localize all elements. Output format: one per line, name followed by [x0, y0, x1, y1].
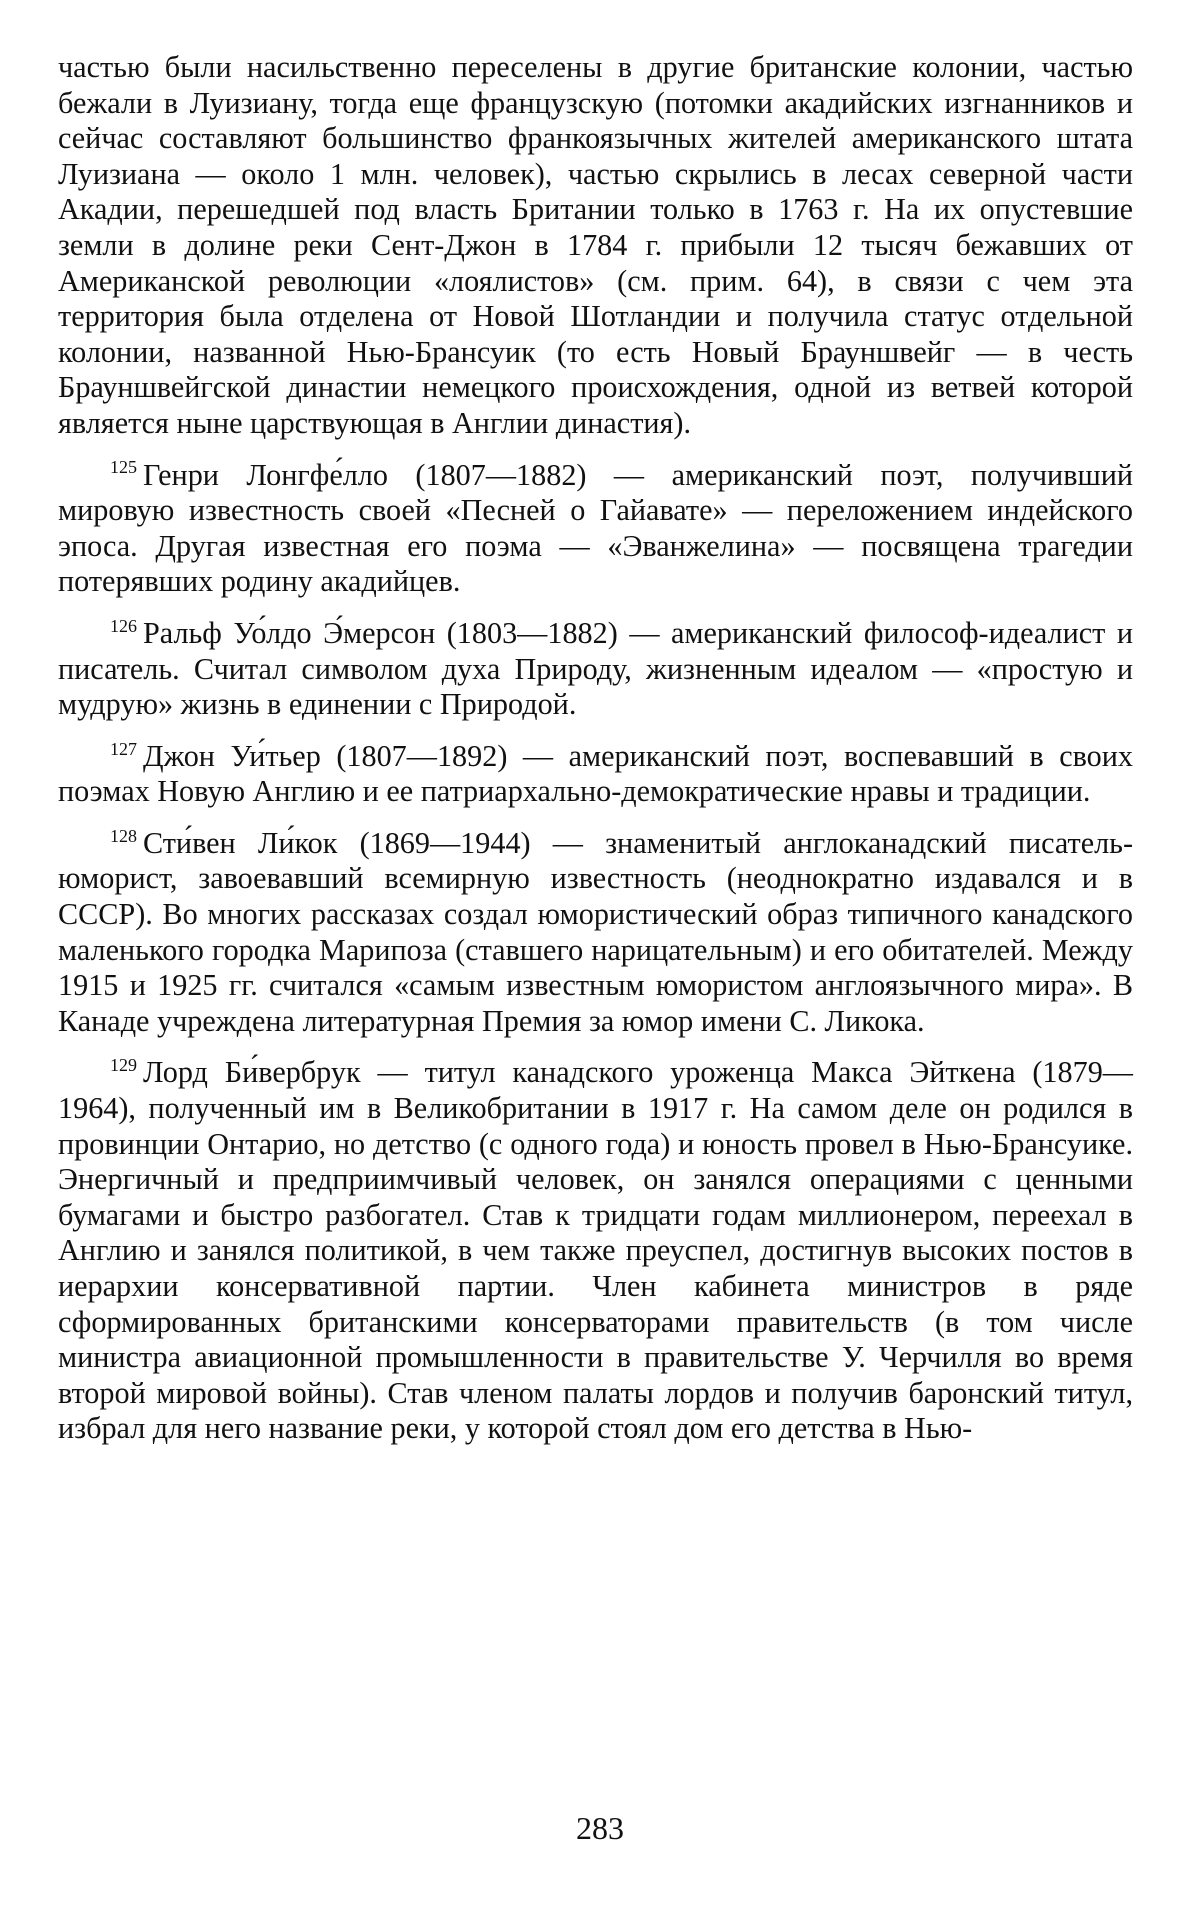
page-number: 283: [576, 1810, 624, 1846]
footnote-127: [58, 739, 1133, 810]
footnote-text: Сти́вен Ли́кок (1869—1944) — знаменитый англоканадский писатель-юморист, завоевавший всемирную известность (неоднократно издавался и в СССР). Во многих рассказах создал юмористический образ типичного канадского маленького городка Марипоза (ставшего нарицательным) и его обитателей. Между 1915 и 1925 гг. считался «самым известным юмористом англоязычного мира». В Канаде учреждена литературная Премия за юмор имени С. Ликока.: [58, 825, 1133, 1038]
footnote-125: [58, 458, 1133, 600]
page-body: [58, 50, 1133, 1447]
footnote-text: Генри Лонгфе́лло (1807—1882) — американский поэт, получивший мировую известность своей «Песней о Гайавате» — переложением индейского эпоса. Другая известная его поэма — «Эванжелина» — посвящена трагедии потерявших родину акадийцев.: [58, 457, 1133, 599]
footnote-129: [58, 1055, 1133, 1447]
footnote-number: 126: [110, 615, 137, 636]
footnote-text: Ральф Уо́лдо Э́мерсон (1803—1882) — американский философ-идеалист и писатель. Считал символом духа Природу, жизненным идеалом — «простую и мудрую» жизнь в единении с Природой.: [58, 615, 1133, 722]
footnote-number: 127: [110, 738, 137, 759]
footnote-number: 128: [110, 825, 137, 846]
footnote-number: 129: [110, 1055, 137, 1076]
footnote-128: [58, 826, 1133, 1040]
continuation-paragraph: частью были насильственно переселены в другие британские колонии, частью бежали в Луизиану, тогда еще французскую (потомки акадийских изгнанников и сейчас составляют большинство франкоязычных жителей американского штата Луизиана — около 1 млн. человек), частью скрылись в лесах северной части Акадии, перешедшей под власть Британии только в 1763 г. На их опустевшие земли в долине реки Сент-Джон в 1784 г. прибыли 12 тысяч бежавших от Американской революции «лоялистов» (см. прим. 64), в связи с чем эта территория была отделена от Новой Шотландии и получила статус отдельной колонии, названной Нью-Брансуик (то есть Новый Брауншвейг — в честь Брауншвейгской династии немецкого происхождения, одной из ветвей которой является ныне царствующая в Англии династия).: [58, 50, 1133, 440]
footnote-text: Лорд Би́вербрук — титул канадского уроженца Макса Эйткена (1879—1964), полученный им в Великобритании в 1917 г. На самом деле он родился в провинции Онтарио, но детство (с одного года) и юность провел в Нью-Брансуике. Энергичный и предприимчивый человек, он занялся операциями с ценными бумагами и быстро разбогател. Став к тридцати годам миллионером, переехал в Англию и занялся политикой, в чем также преуспел, достигнув высоких постов в иерархии консервативной партии. Член кабинета министров в ряде сформированных британскими консерваторами правительств (в том числе министра авиационной промышленности в правительстве У. Черчилля во время второй мировой войны). Став членом палаты лордов и получив баронский титул, избрал для него название реки, у которой стоял дом его детства в Нью-: [58, 1055, 1133, 1446]
footnote-number: 125: [110, 457, 137, 478]
footnote-text: Джон Уи́тьер (1807—1892) — американский поэт, воспевавший в своих поэмах Новую Англию и ее патриархально-демократические нравы и традиции.: [58, 738, 1133, 809]
footnote-126: [58, 616, 1133, 723]
